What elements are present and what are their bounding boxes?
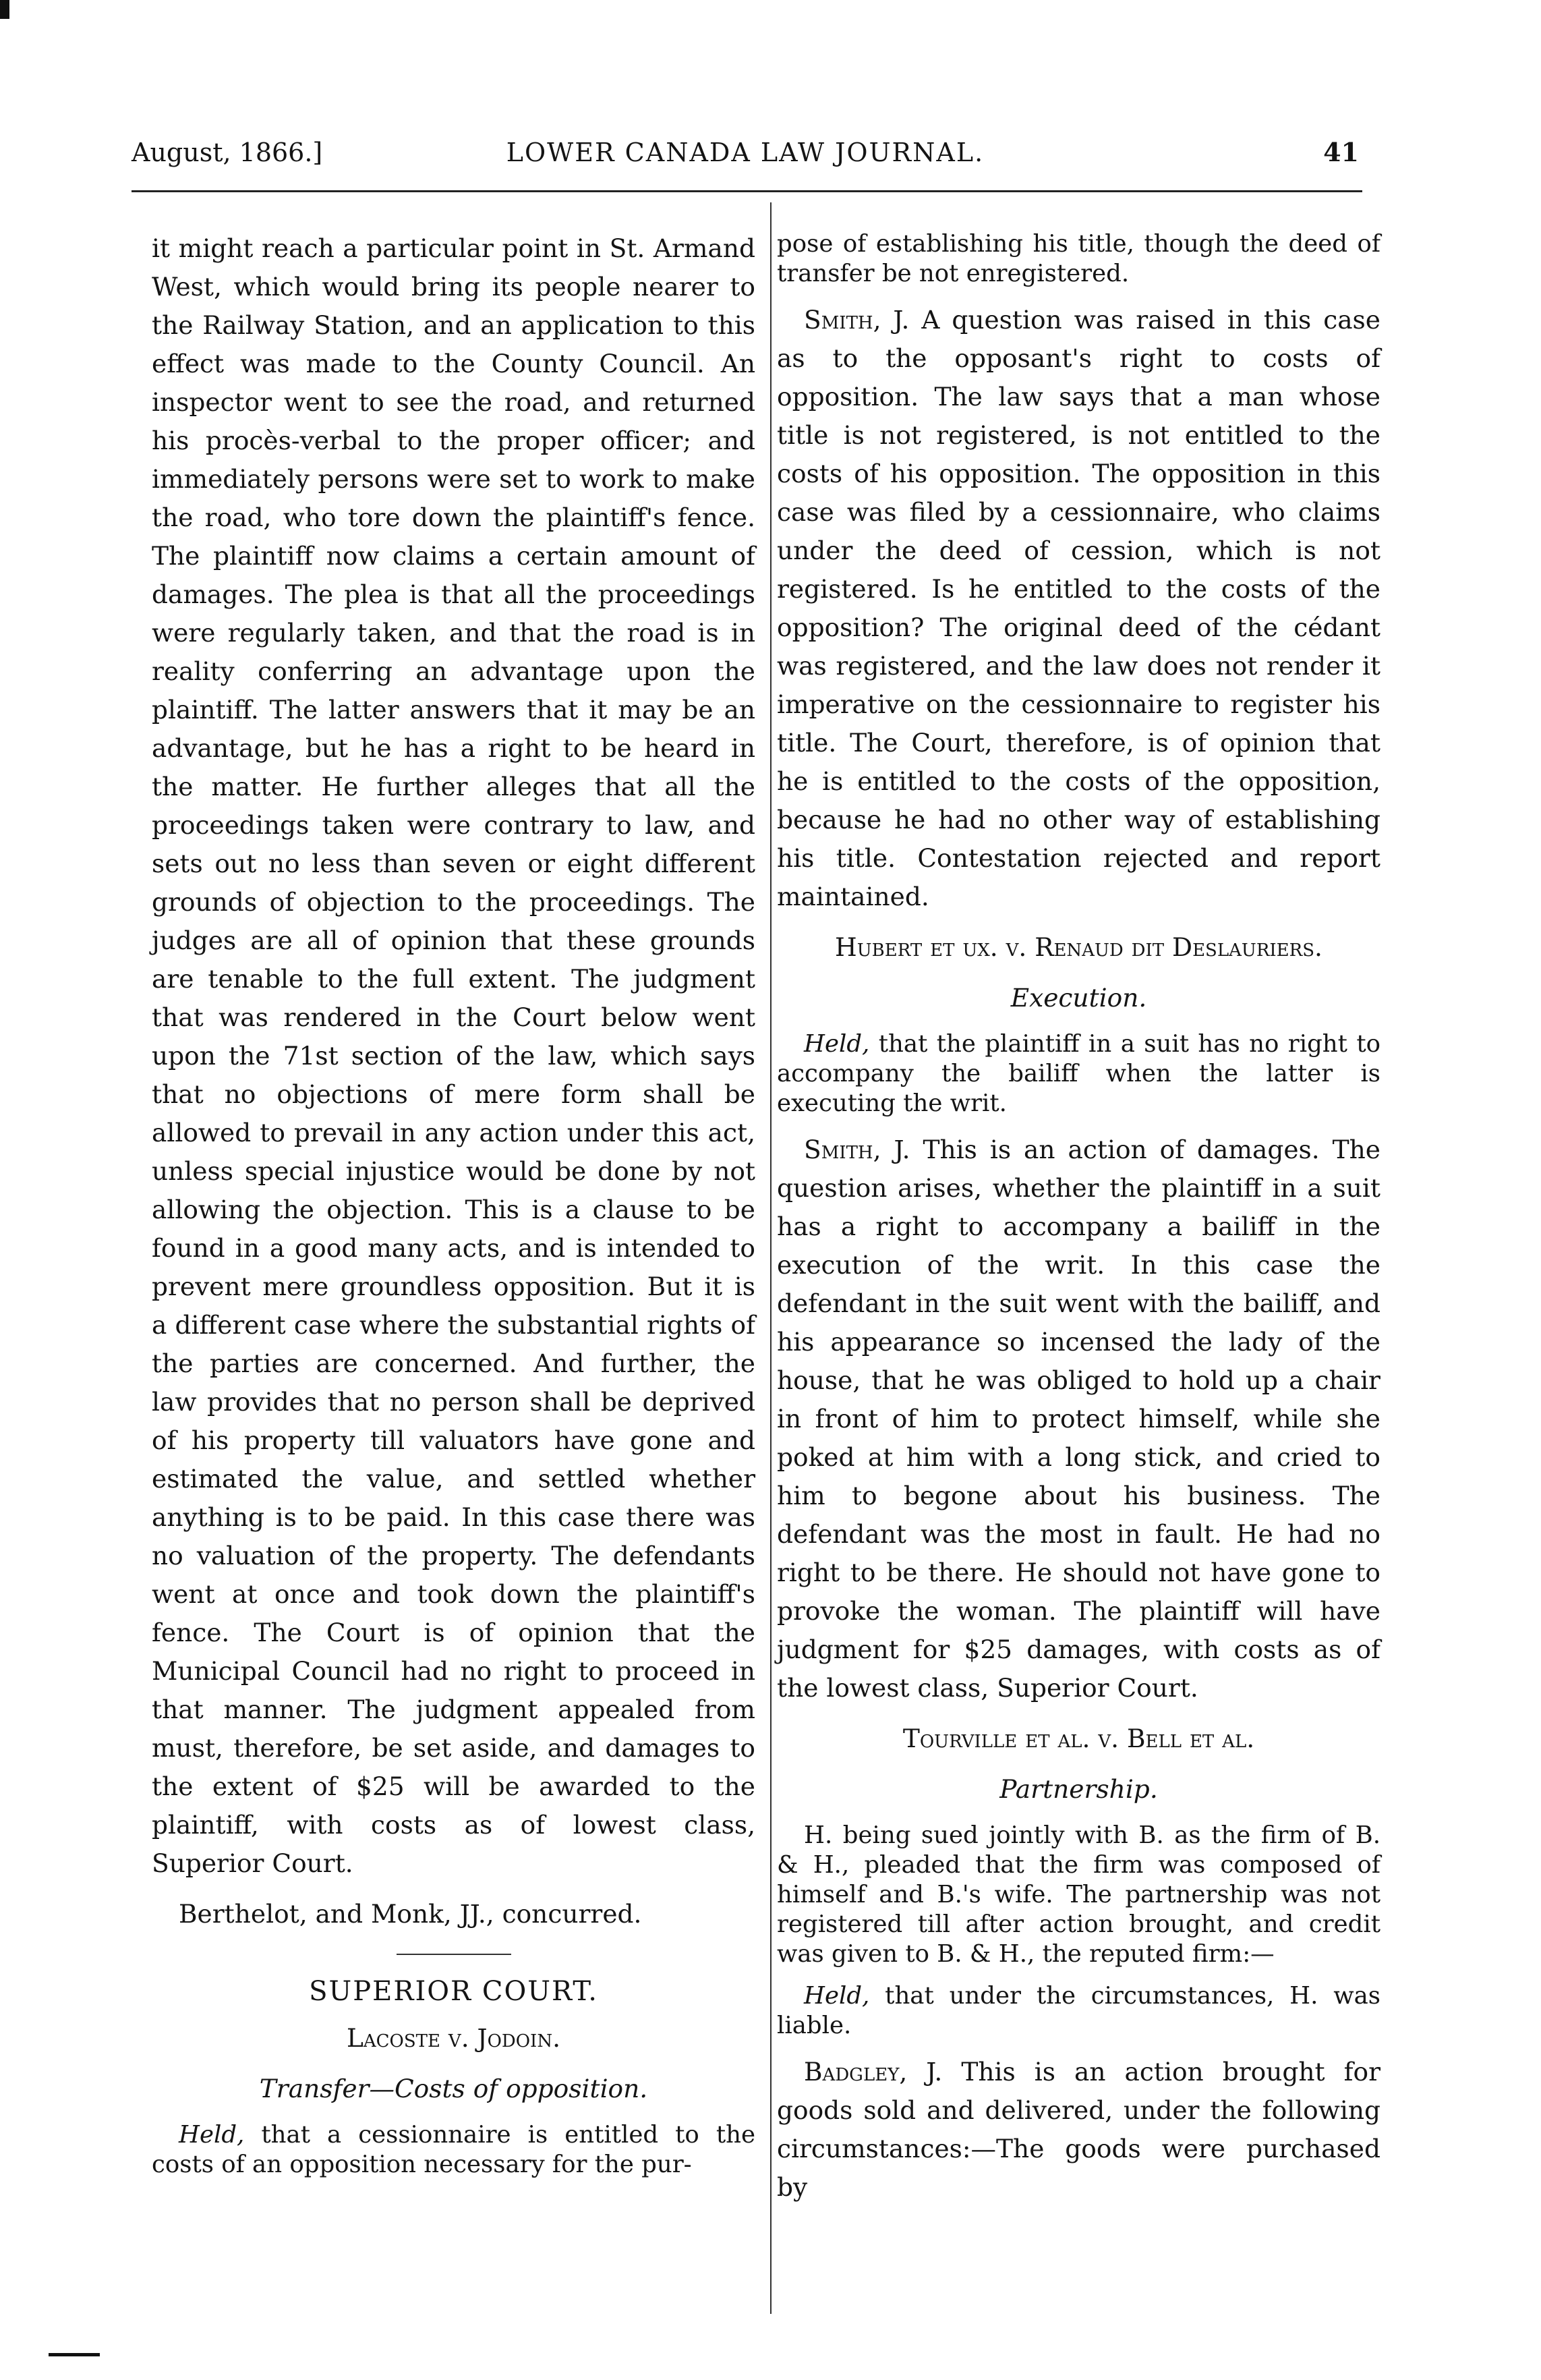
case-subject-execution: Execution. [1010,983,1147,1013]
case-title-tourville: Tourville et al. v. Bell et al. [902,1724,1255,1753]
case-subject-transfer: Transfer—Costs of opposition. [259,2074,648,2103]
held-text: that the plaintiff in a suit has no right to accompany the bailiff when the latter is executing the writ. [777,1030,1380,1117]
court-heading: SUPERIOR COURT. [309,1976,598,2007]
judge-name: Badgley, J. [804,2057,943,2087]
held-word: Held, [804,1982,870,2010]
scan-corner-mark [0,0,9,19]
left-body-paragraph: it might reach a particular point in St. Armand West, which would bring its people nearer to the Railway Station, and an application to this effect was made to the County Council. An inspector went to see the road, and returned his procès-verbal to the proper officer; and immediately persons were set to work to make the road, who tore down the plaintiff's fence. The plaintiff now claims a certain amount of damages. The plea is that all the proceedings were regularly taken, and that the road is in reality conferring an advantage upon the plaintiff. The latter answers that it may be an advantage, but he has a right to be heard in the matter. He further alleges that all the proceedings taken were contrary to law, and sets out no less than seven or eight different grounds of objection to the proceedings. The judges are all of opinion that these grounds are tenable to the full extent. The judgment that was rendered in the Court below went upon the 71st section of the law, which says that no objections of mere form shall be allowed to prevail in any action under this act, unless special injustice would be done by not allowing the objection. This is a clause to be found in a good many acts, and is intended to prevent mere groundless opposition. But it is a different case where the substantial rights of the parties are concerned. And further, the law provides that no person shall be deprived of his property till valuators have gone and estimated the value, and settled whether anything is to be paid. In this case there was no valuation of the property. The defendants went at once and took down the plaintiff's fence. The Court is of opinion that the Municipal Council had no right to proceed in that manner. The judgment appealed from must, therefore, be set aside, and damages to the extent of $25 will be awarded to the plaintiff, with costs as of lowest class, Superior Court. [152,233,755,1878]
case-title-hubert: Hubert et ux. v. Renaud dit Deslauriers. [835,932,1322,962]
judgment-text: This is an action of damages. The question arises, whether the plaintiff in a suit has a right to accompany a bailiff in the execution of the writ. In this case the defendant in the suit went with the bailiff, and his appearance so incensed the lady of the house, that he was obliged to hold up a chair in front of him to protect himself, while she poked at him with a long stick, and cried to him to begone about his business. The defendant was the most in fault. He had no right to be there. He should not have gone to provoke the woman. The plaintiff will have judgment for $25 damages, with costs as of the lowest class, Superior Court. [777,1135,1380,1703]
header-date: August, 1866.] [132,138,323,167]
held-lacoste [152,2120,755,2180]
right-column [777,229,1380,2219]
judgment-badgley [777,2053,1380,2207]
case-title-lacoste: Lacoste v. Jodoin. [346,2023,560,2053]
held-word: Held, [179,2121,245,2149]
held-text: that under the circumstances, H. was liable. [777,1982,1380,2039]
left-column [152,229,755,2192]
held-text: that a cessionnaire is entitled to the costs of an opposition necessary for the pur- [152,2121,755,2178]
judgment-text: A question was raised in this case as to the opposant's right to costs of opposition. The law says that a man whose title is not registered, is not entitled to the costs of his opposition. The opposition in this case was filed by a cessionnaire, who claims under the deed of cession, which is not registered. Is he entitled to the costs of the opposition? The original deed of the cédant was registered, and the law does not render it imperative on the cessionnaire to register his title. The Court, therefore, is of opinion that he is entitled to the costs of the opposition, because he had no other way of establishing his title. Contestation rejected and report maintained. [777,305,1380,911]
page-number: 41 [1323,137,1359,167]
header-title: LOWER CANADA LAW JOURNAL. [506,138,985,167]
case-subject-partnership: Partnership. [999,1774,1158,1804]
running-header [132,132,1359,173]
held-hubert [777,1029,1380,1118]
column-divider [770,202,772,2314]
section-rule [397,1954,511,1955]
judgment-smith-hubert [777,1131,1380,1707]
held-tourville [777,1981,1380,2041]
held-lacoste-continued: pose of establishing his title, though the deed of transfer be not enregistered. [777,230,1380,287]
held-word: Held, [804,1030,870,1058]
facts-tourville: H. being sued jointly with B. as the firm of B. & H., pleaded that the firm was composed of himself and B.'s wife. The partnership was not registered till after action brought, and credit was given to B. & H., the reputed firm:— [777,1821,1380,1968]
scan-bottom-mark [49,2353,100,2356]
concurrence-line: Berthelot, and Monk, JJ., concurred. [179,1899,642,1929]
judge-name: Smith, J. [804,1135,910,1164]
header-rule [132,190,1362,192]
judge-name: Smith, J. [804,305,910,335]
judgment-smith-lacoste [777,301,1380,916]
judgment-text: This is an action brought for goods sold and delivered, under the following circumstances:—The goods were purchased by [777,2057,1380,2202]
